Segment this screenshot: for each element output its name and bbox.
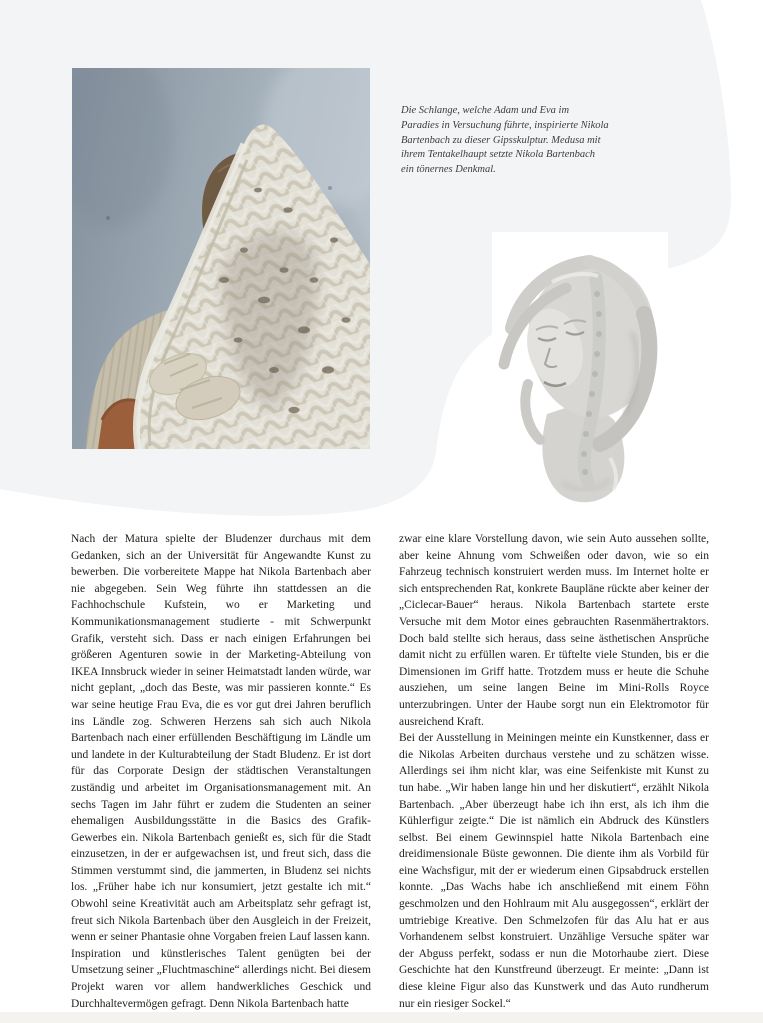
- paragraph: zwar eine klare Vorstellung davon, wie sein Auto aussehen sollte, aber keine Ahnung vom Schweißen oder davon, wie so ein Fahrzeug technisch konstruiert werden muss. Im Internet holte er sich entsprechenden Rat, konkrete Baupläne rückte aber keiner der „Ciclecar-Bauer“ heraus. Nikola Bartenbach startete erste Versuche mit dem Motor eines gebrauchten Rasenmähertraktors. Doch bald stellte sich heraus, dass seine ästhetischen Ansprüche damit nicht zu erfüllen waren. Er tüftelte viele Stunden, bis er die Dimensionen im Griff hatte. Trotzdem muss er heute die Schuhe ausziehen, um seine langen Beine im Mini-Rolls Royce unterzubringen. Unter der Haube sorgt nun ein Elektromotor für ausreichend Kraft.: [399, 533, 709, 728]
- portrait-illustration: [72, 68, 370, 449]
- medusa-illustration: [492, 232, 668, 510]
- paragraph: Bei der Ausstellung in Meiningen meinte ein Kunstkenner, dass er die Nikolas Arbeiten durchaus verstehe und zu schätzen wisse. Allerdings sei ihm nicht klar, was eine Seifenkiste mit Kunst zu tun habe. „Wir haben lange hin und her diskutiert“, erzählt Nikola Bartenbach. „Aber überzeugt habe ich ihn erst, als ich ihm die Kühlerfigur zeigte.“ Die ist nämlich ein Abdruck des Künstlers selbst. Bei einem Gewinnspiel hatte Nikola Bartenbach eine dreidimensionale Büste gewonnen. Die diente ihm als Vorbild für eine Wachsfigur, mit der er wiederum einen Gipsabdruck erstellen konnte. „Das Wachs habe ich anschließend mit einem Föhn geschmolzen und den Hohlraum mit Alu ausgegossen“, erklärt der umtriebige Kreative. Den Schmelzofen für das Alu hat er aus Vorhandenem selbst konstruiert. Unzählige Versuche später war der Abguss perfekt, sodass er nun die Motorhaube ziert. Diese Geschichte hat den Kunstfreund überzeugt. Er meinte: „Dann ist diese kleine Figur also das Kunstwerk und das Auto rundherum nur ein riesiger Sockel.“: [399, 732, 709, 1010]
- medusa-photo: [492, 232, 668, 510]
- article-column-left: [71, 531, 371, 1012]
- photo-caption: Die Schlange, welche Adam und Eva im Paradies in Versuchung führte, inspirierte Nikola Bartenbach zu dieser Gipsskulptur. Medusa mit ihrem Tentakelhaupt setzte Nikola Bartenbach ein tönernes Denkmal.: [401, 105, 609, 176]
- portrait-photo: [72, 68, 370, 449]
- article-column-right: [399, 531, 709, 1012]
- bottom-edge-strip: [0, 1012, 763, 1023]
- paragraph: Inspiration und künstlerisches Talent genügten bei der Umsetzung seiner „Fluchtmaschine“ allerdings nicht. Bei diesem Projekt waren vor allem handwerkliches Geschick und Durchhaltevermögen gefragt. Denn Nikola Bartenbach hatte: [71, 947, 371, 1010]
- paragraph: Nach der Matura spielte der Bludenzer durchaus mit dem Gedanken, sich an der Universität für Angewandte Kunst zu bewerben. Die vorbereitete Mappe hat Nikola Bartenbach aber nie abgegeben. Sein Weg führte ihn stattdessen an die Fachhochschule Kufstein, wo er Marketing und Kommunikationsmanagement studierte - mit Schwerpunkt Grafik, versteht sich. Dass er nach einigen Erfahrungen bei größeren Agenturen sowie in der Marketing-Abteilung von IKEA Innsbruck wieder in seiner Heimatstadt landen würde, war nicht geplant, „doch das Beste, was mir passieren konnte.“ Es war seine heutige Frau Eva, die es vor gut drei Jahren beruflich ins Ländle zog. Schweren Herzens sah sich auch Nikola Bartenbach nach einer erfüllenden Beschäftigung im Ländle um und landete in der Kulturabteilung der Stadt Bludenz. Er ist dort für das Corporate Design der städtischen Veranstaltungen zuständig und arbeitet im Organisationsmanagement mit. An sechs Tagen im Jahr führt er zudem die Studenten an seiner ehemaligen Ausbildungsstätte in die Basics des Grafik-Gewerbes ein. Nikola Bartenbach genießt es, sich für die Stadt einzusetzen, in der er aufgewachsen ist, und freut sich, dass die Stimmen verstummt sind, die jammerten, in Bludenz sei nichts los. „Früher habe ich nur konsumiert, jetzt gestalte ich mit.“ Obwohl seine Kreativität auch am Arbeitsplatz sehr gefragt ist, freut sich Nikola Bartenbach über den Ausgleich in der Freizeit, wenn er seiner Phantasie ohne Vorgaben freien Lauf lassen kann.: [71, 533, 371, 944]
